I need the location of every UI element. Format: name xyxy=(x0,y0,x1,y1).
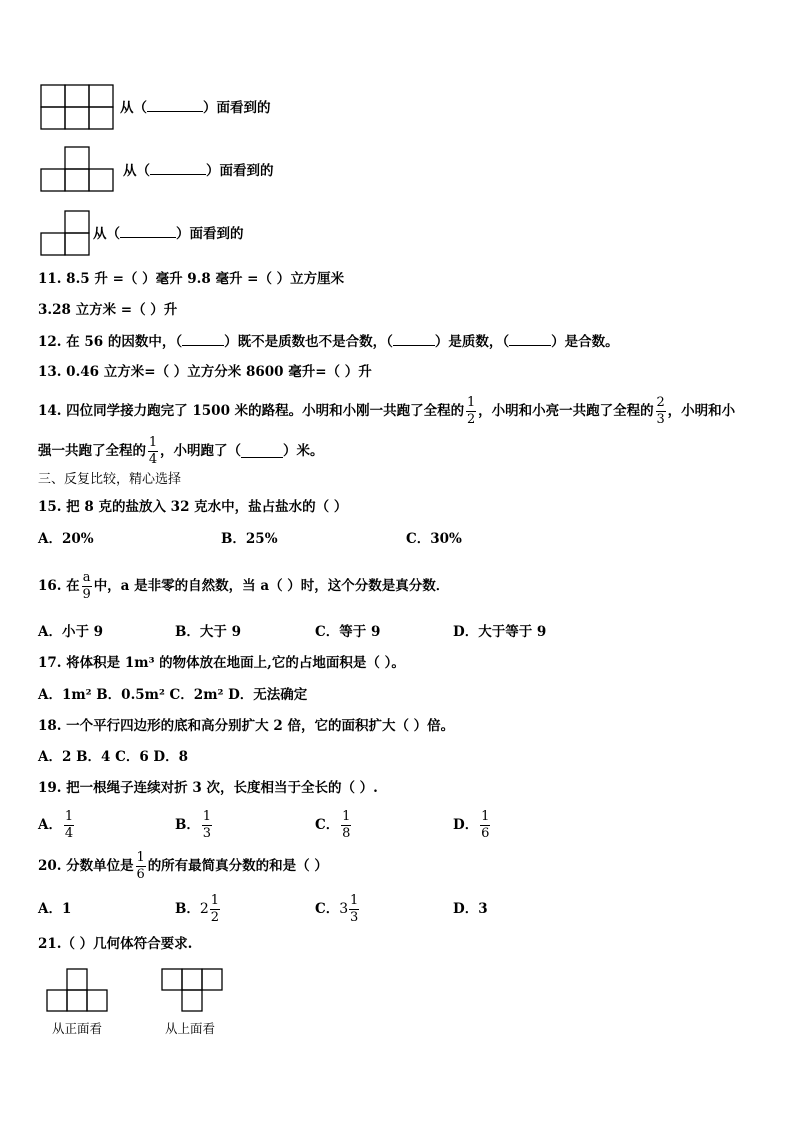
denominator: 6 xyxy=(481,825,490,841)
question-13: 13. 0.46 立方米=（ ）立方分米 8600 毫升=（ ）升 xyxy=(38,364,372,380)
denominator: 3 xyxy=(656,411,665,427)
question-14-line-2 xyxy=(38,434,324,468)
denominator: 9 xyxy=(82,586,91,602)
option-b[interactable] xyxy=(175,891,222,927)
section-heading: 三、反复比较，精心选择 xyxy=(38,472,182,487)
option-b[interactable] xyxy=(175,806,214,844)
question-17-options[interactable]: A．1m² B．0.5m² C．2m² D．无法确定 xyxy=(38,687,308,703)
option-c[interactable]: C．等于 9 xyxy=(315,624,381,640)
fraction xyxy=(64,810,74,841)
whole-part: 3 xyxy=(339,901,349,917)
question-21: 21.（ ）几何体符合要求. xyxy=(38,936,193,952)
denominator: 4 xyxy=(64,825,74,841)
top-view-caption: 从上面看 xyxy=(165,1021,216,1036)
question-19: 19. 把一根绳子连续对折 3 次，长度相当于全长的（ ）. xyxy=(38,780,378,796)
fraction xyxy=(82,571,92,602)
option-a[interactable]: A．20% xyxy=(38,531,94,547)
numerator: 1 xyxy=(342,808,351,824)
q16-part: 16. 在 xyxy=(38,578,80,594)
answer-blank[interactable] xyxy=(120,225,176,238)
numerator: 1 xyxy=(202,808,212,824)
view-question-1 xyxy=(120,99,271,116)
question-18: 18. 一个平行四边形的底和高分别扩大 2 倍，它的面积扩大（ ）倍。 xyxy=(38,718,455,734)
option-b[interactable]: B．25% xyxy=(221,531,278,547)
question-15: 15. 把 8 克的盐放入 32 克水中，盐占盐水的（ ） xyxy=(38,499,348,515)
denominator: 6 xyxy=(136,866,145,882)
denominator: 3 xyxy=(350,909,359,925)
q14-part: ，小明跑了（ xyxy=(160,443,241,459)
front-view-caption: 从正面看 xyxy=(52,1021,103,1036)
numerator: 2 xyxy=(656,394,665,410)
q14-part: ，小明和小亮一共跑了全程的 xyxy=(478,403,654,419)
option-d[interactable]: D．大于等于 9 xyxy=(453,624,547,640)
answer-blank[interactable] xyxy=(147,99,203,112)
q16-part: 中，a 是非零的自然数，当 a（ ）时，这个分数是真分数． xyxy=(93,578,450,594)
option-label: A． xyxy=(38,817,62,833)
answer-blank[interactable] xyxy=(150,162,206,175)
fraction xyxy=(480,810,490,841)
question-12 xyxy=(38,333,619,350)
mixed-number xyxy=(200,894,222,925)
answer-blank[interactable] xyxy=(241,445,283,458)
view-prefix: 从（ xyxy=(93,226,120,242)
view-suffix: ）面看到的 xyxy=(176,226,244,242)
option-c[interactable] xyxy=(315,891,361,927)
view-grid-3 xyxy=(40,210,90,256)
q14-part: 14. 四位同学接力跑完了 1500 米的路程。小明和小刚一共跑了全程的 xyxy=(38,403,465,419)
option-label: D． xyxy=(453,817,479,833)
fraction xyxy=(349,894,359,925)
view-suffix: ）面看到的 xyxy=(206,163,274,179)
view-question-2 xyxy=(123,162,274,179)
option-d[interactable] xyxy=(453,806,492,844)
denominator: 3 xyxy=(202,825,212,841)
fraction xyxy=(656,396,666,427)
answer-blank[interactable] xyxy=(509,333,551,346)
option-a[interactable] xyxy=(38,806,76,844)
numerator: 1 xyxy=(64,808,74,824)
whole-part: 2 xyxy=(199,901,209,917)
option-c[interactable] xyxy=(315,806,353,844)
numerator: 1 xyxy=(467,394,476,410)
q12-part: ）是合数。 xyxy=(551,334,619,350)
q12-part: ）既不是质数也不是合数，（ xyxy=(224,334,393,350)
top-view-figure xyxy=(161,968,223,1012)
question-16 xyxy=(38,568,449,604)
fraction xyxy=(148,436,158,467)
view-grid-1 xyxy=(40,84,114,130)
fraction xyxy=(466,396,476,427)
option-b[interactable]: B．大于 9 xyxy=(175,624,242,640)
q12-part: ）是质数，（ xyxy=(434,334,510,350)
view-grid-2 xyxy=(40,146,114,192)
question-11-line-1: 11. 8.5 升 =（ ）毫升 9.8 毫升 =（ ）立方厘米 xyxy=(38,271,345,287)
numerator: a xyxy=(82,569,91,585)
q14-part: 强一共跑了全程的 xyxy=(38,443,146,459)
option-label: B． xyxy=(175,817,200,833)
denominator: 2 xyxy=(467,411,476,427)
question-18-options[interactable]: A．2 B．4 C．6 D．8 xyxy=(38,749,189,765)
q20-part: 的所有最简真分数的和是（ ） xyxy=(147,858,328,874)
numerator: 1 xyxy=(136,849,145,865)
denominator: 2 xyxy=(210,909,219,925)
numerator: 1 xyxy=(481,808,490,824)
denominator: 8 xyxy=(342,825,351,841)
answer-blank[interactable] xyxy=(393,333,435,346)
numerator: 1 xyxy=(148,434,158,450)
q20-part: 20. 分数单位是 xyxy=(38,858,134,874)
option-a[interactable]: A．1 xyxy=(38,901,72,917)
mixed-number xyxy=(339,894,361,925)
view-prefix: 从（ xyxy=(120,100,147,116)
q12-part: 12. 在 56 的因数中，（ xyxy=(38,334,183,350)
numerator: 1 xyxy=(350,892,359,908)
question-17: 17. 将体积是 1m³ 的物体放在地面上,它的占地面积是（ ）。 xyxy=(38,655,405,671)
fraction xyxy=(202,810,212,841)
front-view-figure xyxy=(46,968,108,1012)
denominator: 4 xyxy=(148,451,158,467)
fraction xyxy=(341,810,351,841)
view-prefix: 从（ xyxy=(123,163,150,179)
option-label: C． xyxy=(315,817,340,833)
fraction xyxy=(136,851,146,882)
q14-part: ）米。 xyxy=(283,443,324,459)
option-d[interactable]: D．3 xyxy=(453,901,488,917)
option-label: C． xyxy=(315,901,340,917)
fraction xyxy=(210,894,220,925)
option-a[interactable]: A．小于 9 xyxy=(38,624,104,640)
question-14-line-1 xyxy=(38,394,735,428)
numerator: 1 xyxy=(210,892,219,908)
view-question-3 xyxy=(93,225,244,242)
view-suffix: ）面看到的 xyxy=(203,100,271,116)
question-11-line-2: 3.28 立方米 =（ ）升 xyxy=(38,302,178,318)
q14-part: ，小明和小 xyxy=(667,403,736,419)
option-label: B． xyxy=(175,901,200,917)
answer-blank[interactable] xyxy=(182,333,224,346)
question-20 xyxy=(38,849,328,883)
option-c[interactable]: C．30% xyxy=(406,531,462,547)
